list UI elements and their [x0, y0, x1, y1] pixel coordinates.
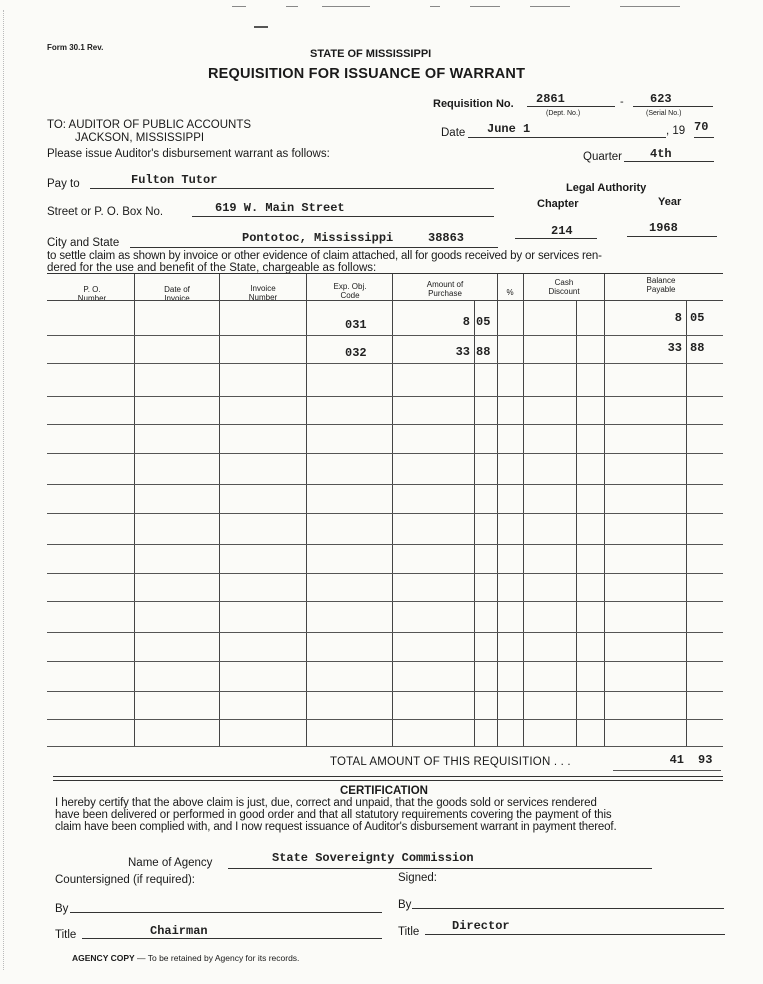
requisition-label: Requisition No. — [433, 98, 514, 110]
title-left-value: Chairman — [150, 924, 208, 938]
header-amount-of-purchase — [396, 280, 494, 298]
header-percent: % — [506, 288, 514, 297]
header-balance-line2: Payable — [646, 285, 676, 294]
header-amount-line2: Purchase — [428, 289, 462, 298]
total-label: TOTAL AMOUNT OF THIS REQUISITION . . . — [330, 756, 571, 768]
header-amount-line1: Amount of — [426, 280, 464, 289]
city-line — [130, 247, 498, 248]
serial-no-line — [633, 106, 713, 107]
header-bottom-rule — [47, 300, 723, 301]
agency-label: Name of Agency — [128, 857, 213, 869]
scan-mark — [530, 6, 570, 7]
date-year: 70 — [694, 120, 709, 134]
row-rule — [47, 335, 723, 336]
row-amount-dollars: 33 — [455, 345, 470, 359]
requisition-dash: - — [620, 96, 624, 108]
row-rule — [47, 573, 723, 574]
row-balance-dollars: 33 — [667, 341, 682, 355]
city-zip: 38863 — [428, 231, 465, 245]
title-left-label: Title — [55, 929, 77, 941]
chapter-line — [515, 238, 597, 239]
col-divider — [497, 274, 498, 746]
law-year-value: 1968 — [649, 221, 678, 235]
street-line — [192, 216, 494, 217]
row-rule — [47, 691, 723, 692]
row-rule — [47, 719, 723, 720]
col-divider — [604, 274, 605, 746]
row-balance-cents: 05 — [690, 311, 705, 325]
form-number: Form 30.1 Rev. — [47, 43, 104, 52]
serial-no-caption: (Serial No.) — [646, 110, 682, 117]
quarter-value: 4th — [650, 147, 672, 161]
certification-line-1: I hereby certify that the above claim is just, due, correct and unpaid, that the goods sold or services rendered — [55, 797, 597, 809]
scan-mark — [470, 6, 500, 7]
header-po-line2: Number — [77, 294, 107, 303]
quarter-label: Quarter — [583, 151, 622, 163]
serial-no-value: 623 — [650, 92, 672, 106]
header-date-line2: Invoice — [164, 294, 190, 303]
by-left-label: By — [55, 903, 69, 915]
year-label: Year — [658, 196, 682, 208]
countersigned-label: Countersigned (if required): — [55, 874, 195, 886]
header-exp-line2: Code — [340, 291, 360, 300]
footer-note — [72, 953, 299, 963]
header-exp-line1: Exp. Obj. — [333, 282, 367, 291]
settle-text-1: to settle claim as shown by invoice or other evidence of claim attached, all for goods received by or services ren- — [47, 250, 602, 262]
scan-mark — [286, 6, 298, 7]
scan-mark — [322, 6, 370, 7]
row-rule — [47, 544, 723, 545]
header-exp-obj-code — [310, 282, 390, 300]
row-rule — [47, 661, 723, 662]
header-cash-line2: Discount — [548, 287, 580, 296]
scan-mark — [232, 6, 246, 7]
scan-mark — [620, 6, 680, 7]
title-right-value: Director — [452, 919, 510, 933]
row-rule — [47, 453, 723, 454]
col-divider — [686, 300, 687, 746]
scan-mark — [254, 26, 268, 28]
header-balance-payable — [608, 276, 714, 294]
total-cents: 93 — [698, 753, 713, 767]
header-cash-line1: Cash — [554, 278, 574, 287]
chapter-label: Chapter — [537, 198, 579, 210]
header-cash-discount — [526, 278, 602, 296]
header-date-line1: Date of — [164, 285, 190, 294]
pay-to-line — [90, 188, 494, 189]
header-invoice-line2: Number — [248, 293, 278, 302]
by-right-line — [412, 908, 724, 909]
row-rule — [47, 632, 723, 633]
col-divider — [474, 300, 475, 746]
row-rule — [47, 484, 723, 485]
row-rule — [47, 601, 723, 602]
to-line-2: JACKSON, MISSISSIPPI — [75, 132, 205, 144]
title-right-line — [425, 934, 725, 935]
row-amount-cents: 88 — [476, 345, 491, 359]
agency-value: State Sovereignty Commission — [272, 851, 474, 865]
row-balance-dollars: 8 — [674, 311, 682, 325]
city-value: Pontotoc, Mississippi — [242, 231, 394, 245]
city-label: City and State — [47, 237, 120, 249]
signed-label: Signed: — [398, 872, 438, 884]
by-left-line — [70, 912, 382, 913]
col-divider — [523, 274, 524, 746]
row-rule — [47, 513, 723, 514]
year-line — [694, 137, 714, 138]
scan-mark — [430, 6, 440, 7]
date-value: June 1 — [487, 122, 531, 136]
date-line — [468, 137, 666, 138]
to-line-1: TO: AUDITOR OF PUBLIC ACCOUNTS — [47, 119, 252, 131]
row-amount-cents: 05 — [476, 315, 491, 329]
state-heading: STATE OF MISSISSIPPI — [310, 48, 432, 60]
header-po-line1: P. O. — [83, 285, 101, 294]
cert-rule-top — [53, 776, 723, 777]
title-right-label: Title — [398, 926, 420, 938]
settle-text-2: dered for the use and benefit of the State, chargeable as follows: — [47, 262, 377, 274]
table-top-rule — [47, 273, 723, 274]
year-prefix: , 19 — [666, 125, 686, 137]
row-balance-cents: 88 — [690, 341, 705, 355]
row-exp-code: 032 — [345, 346, 367, 360]
col-divider — [306, 274, 307, 746]
form-title: REQUISITION FOR ISSUANCE OF WARRANT — [208, 66, 526, 82]
pay-to-label: Pay to — [47, 178, 80, 190]
row-rule — [47, 363, 723, 364]
dept-no-value: 2861 — [536, 92, 565, 106]
street-label: Street or P. O. Box No. — [47, 206, 164, 218]
col-divider — [392, 274, 393, 746]
law-year-line — [627, 236, 717, 237]
row-exp-code: 031 — [345, 318, 367, 332]
agency-line — [228, 868, 652, 869]
quarter-line — [624, 161, 714, 162]
certification-line-3: claim have been complied with, and I now request issuance of Auditor's disbursement warrant in payment thereof. — [55, 821, 617, 833]
dept-no-caption: (Dept. No.) — [546, 110, 581, 117]
col-divider — [576, 300, 577, 746]
chapter-value: 214 — [551, 224, 573, 238]
row-rule — [47, 424, 723, 425]
cert-rule-bottom — [53, 780, 723, 781]
please-issue: Please issue Auditor's disbursement warrant as follows: — [47, 148, 330, 160]
footer-rest: — To be retained by Agency for its records. — [134, 953, 300, 963]
row-rule — [47, 396, 723, 397]
total-dollars: 41 — [669, 753, 684, 767]
total-underline — [613, 770, 721, 771]
certification-line-2: have been delivered or performed in good order and that all statutory requirements covering the payment of this — [55, 809, 612, 821]
footer-bold: AGENCY COPY — [72, 953, 135, 963]
legal-authority-label: Legal Authority — [566, 182, 647, 194]
header-balance-line1: Balance — [646, 276, 676, 285]
street-value: 619 W. Main Street — [215, 201, 345, 215]
col-divider — [219, 274, 220, 746]
header-invoice-line1: Invoice — [250, 284, 276, 293]
col-divider — [134, 274, 135, 746]
dept-no-line — [527, 106, 615, 107]
row-rule — [47, 746, 723, 747]
title-left-line — [82, 938, 382, 939]
by-right-label: By — [398, 899, 412, 911]
row-amount-dollars: 8 — [462, 315, 470, 329]
date-label: Date — [441, 127, 466, 139]
certification-heading: CERTIFICATION — [340, 785, 428, 797]
pay-to-value: Fulton Tutor — [131, 173, 218, 187]
scan-edge — [3, 10, 4, 970]
